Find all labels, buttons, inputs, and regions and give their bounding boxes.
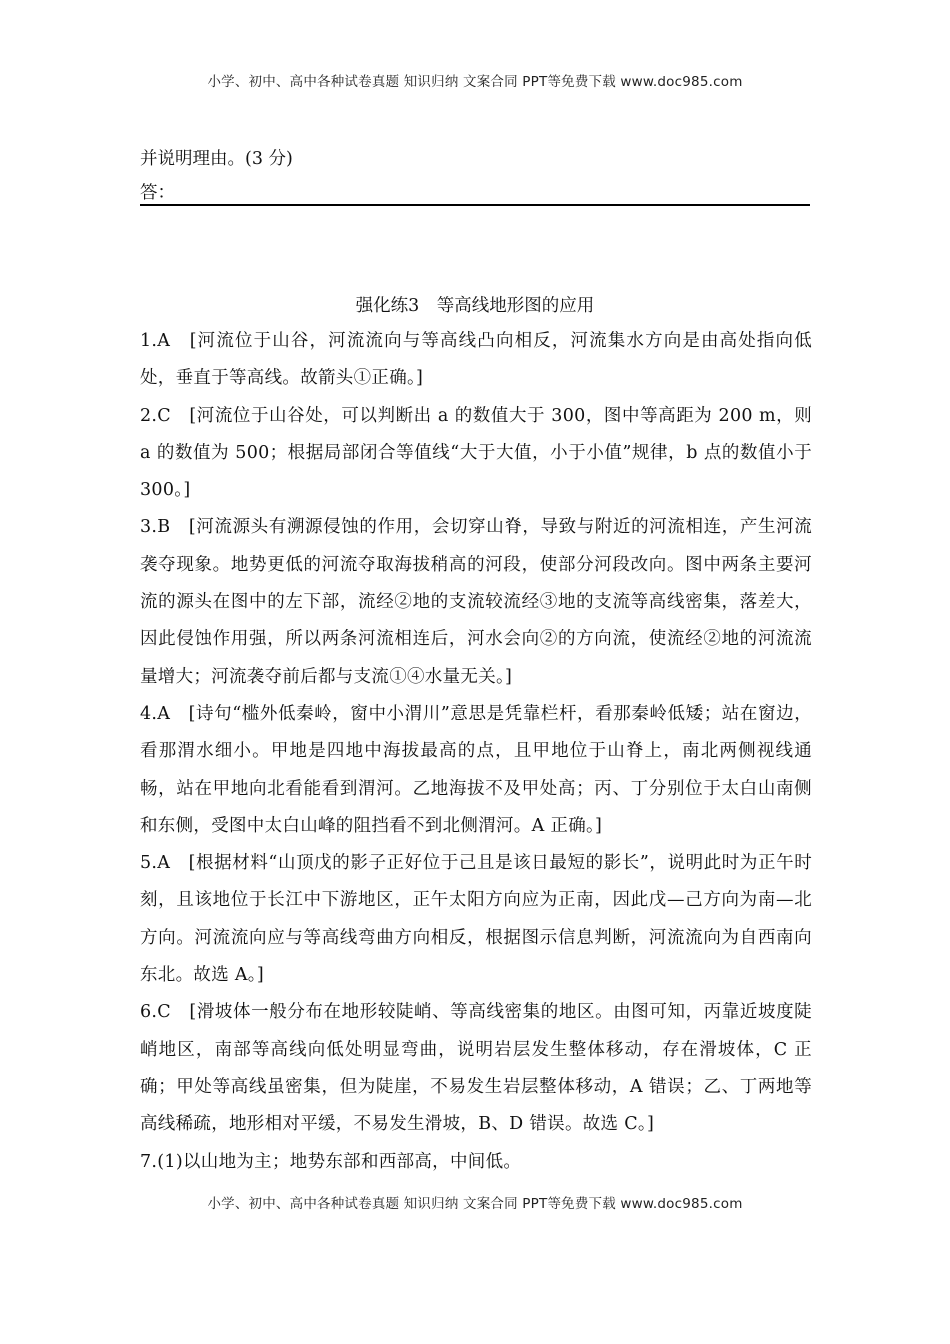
- answer-item-7: 7.(1)以山地为主；地势东部和西部高，中间低。: [140, 1151, 522, 1172]
- question-tail: [140, 142, 810, 210]
- answer-item-6: 6.C [滑坡体一般分布在地形较陡峭、等高线密集的地区。由图可知，丙靠近坡度陡峭地区，南部等高线向低处明显弯曲，说明岩层发生整体移动，存在滑坡体，C 正确；甲处等高线虽密集，但为陡崖，不易发生岩层整体移动，A 错误；乙、丁两地等高线稀疏，地形相对平缓，不易发生滑坡，B、D 错误。故选 C。]: [140, 1002, 812, 1135]
- section-divider: [140, 204, 810, 206]
- answer-item-2: 2.C [河流位于山谷处，可以判断出 a 的数值大于 300，图中等高距为 200 m，则 a 的数值为 500；根据局部闭合等值线“大于大值，小于小值”规律，b 点的数值小于 300。]: [140, 405, 812, 501]
- question-continuation: 并说明理由。(3 分): [140, 149, 293, 169]
- page-footer: 小学、初中、高中各种试卷真题 知识归纳 文案合同 PPT等免费下载 www.doc985.com: [207, 1196, 743, 1212]
- answer-item-4: 4.A [诗句“槛外低秦岭，窗中小渭川”意思是凭靠栏杆，看那秦岭低矮；站在窗边，看那渭水细小。甲地是四地中海拔最高的点，且甲地位于山脊上，南北两侧视线通畅，站在甲地向北看能看到渭河。乙地海拔不及甲处高；丙、丁分别位于太白山南侧和东侧，受图中太白山峰的阻挡看不到北侧渭河。A 正确。]: [140, 703, 812, 836]
- section-title: 强化练3 等高线地形图的应用: [355, 296, 595, 316]
- answer-item-1: 1.A [河流位于山谷，河流流向与等高线凸向相反，河流集水方向是由高处指向低处，垂直于等高线。故箭头①正确。]: [140, 331, 812, 389]
- page-header: 小学、初中、高中各种试卷真题 知识归纳 文案合同 PPT等免费下载 www.doc985.com: [207, 74, 743, 90]
- answer-item-5: 5.A [根据材料“山顶戊的影子正好位于己且是该日最短的影长”，说明此时为正午时刻，且该地位于长江中下游地区，正午太阳方向应为正南，因此戊—己方向为南—北方向。河流流向应与等高线弯曲方向相反，根据图示信息判断，河流流向为自西南向东北。故选 A。]: [140, 853, 812, 986]
- answer-list: [140, 323, 812, 1181]
- answer-label: 答：: [140, 183, 175, 203]
- answer-item-3: 3.B [河流源头有溯源侵蚀的作用，会切穿山脊，导致与附近的河流相连，产生河流袭夺现象。地势更低的河流夺取海拔稍高的河段，使部分河段改向。图中两条主要河流的源头在图中的左下部，流经②地的支流较流经③地的支流等高线密集，落差大，因此侵蚀作用强，所以两条河流相连后，河水会向②的方向流，使流经②地的河流流量增大；河流袭夺前后都与支流①④水量无关。]: [140, 517, 812, 687]
